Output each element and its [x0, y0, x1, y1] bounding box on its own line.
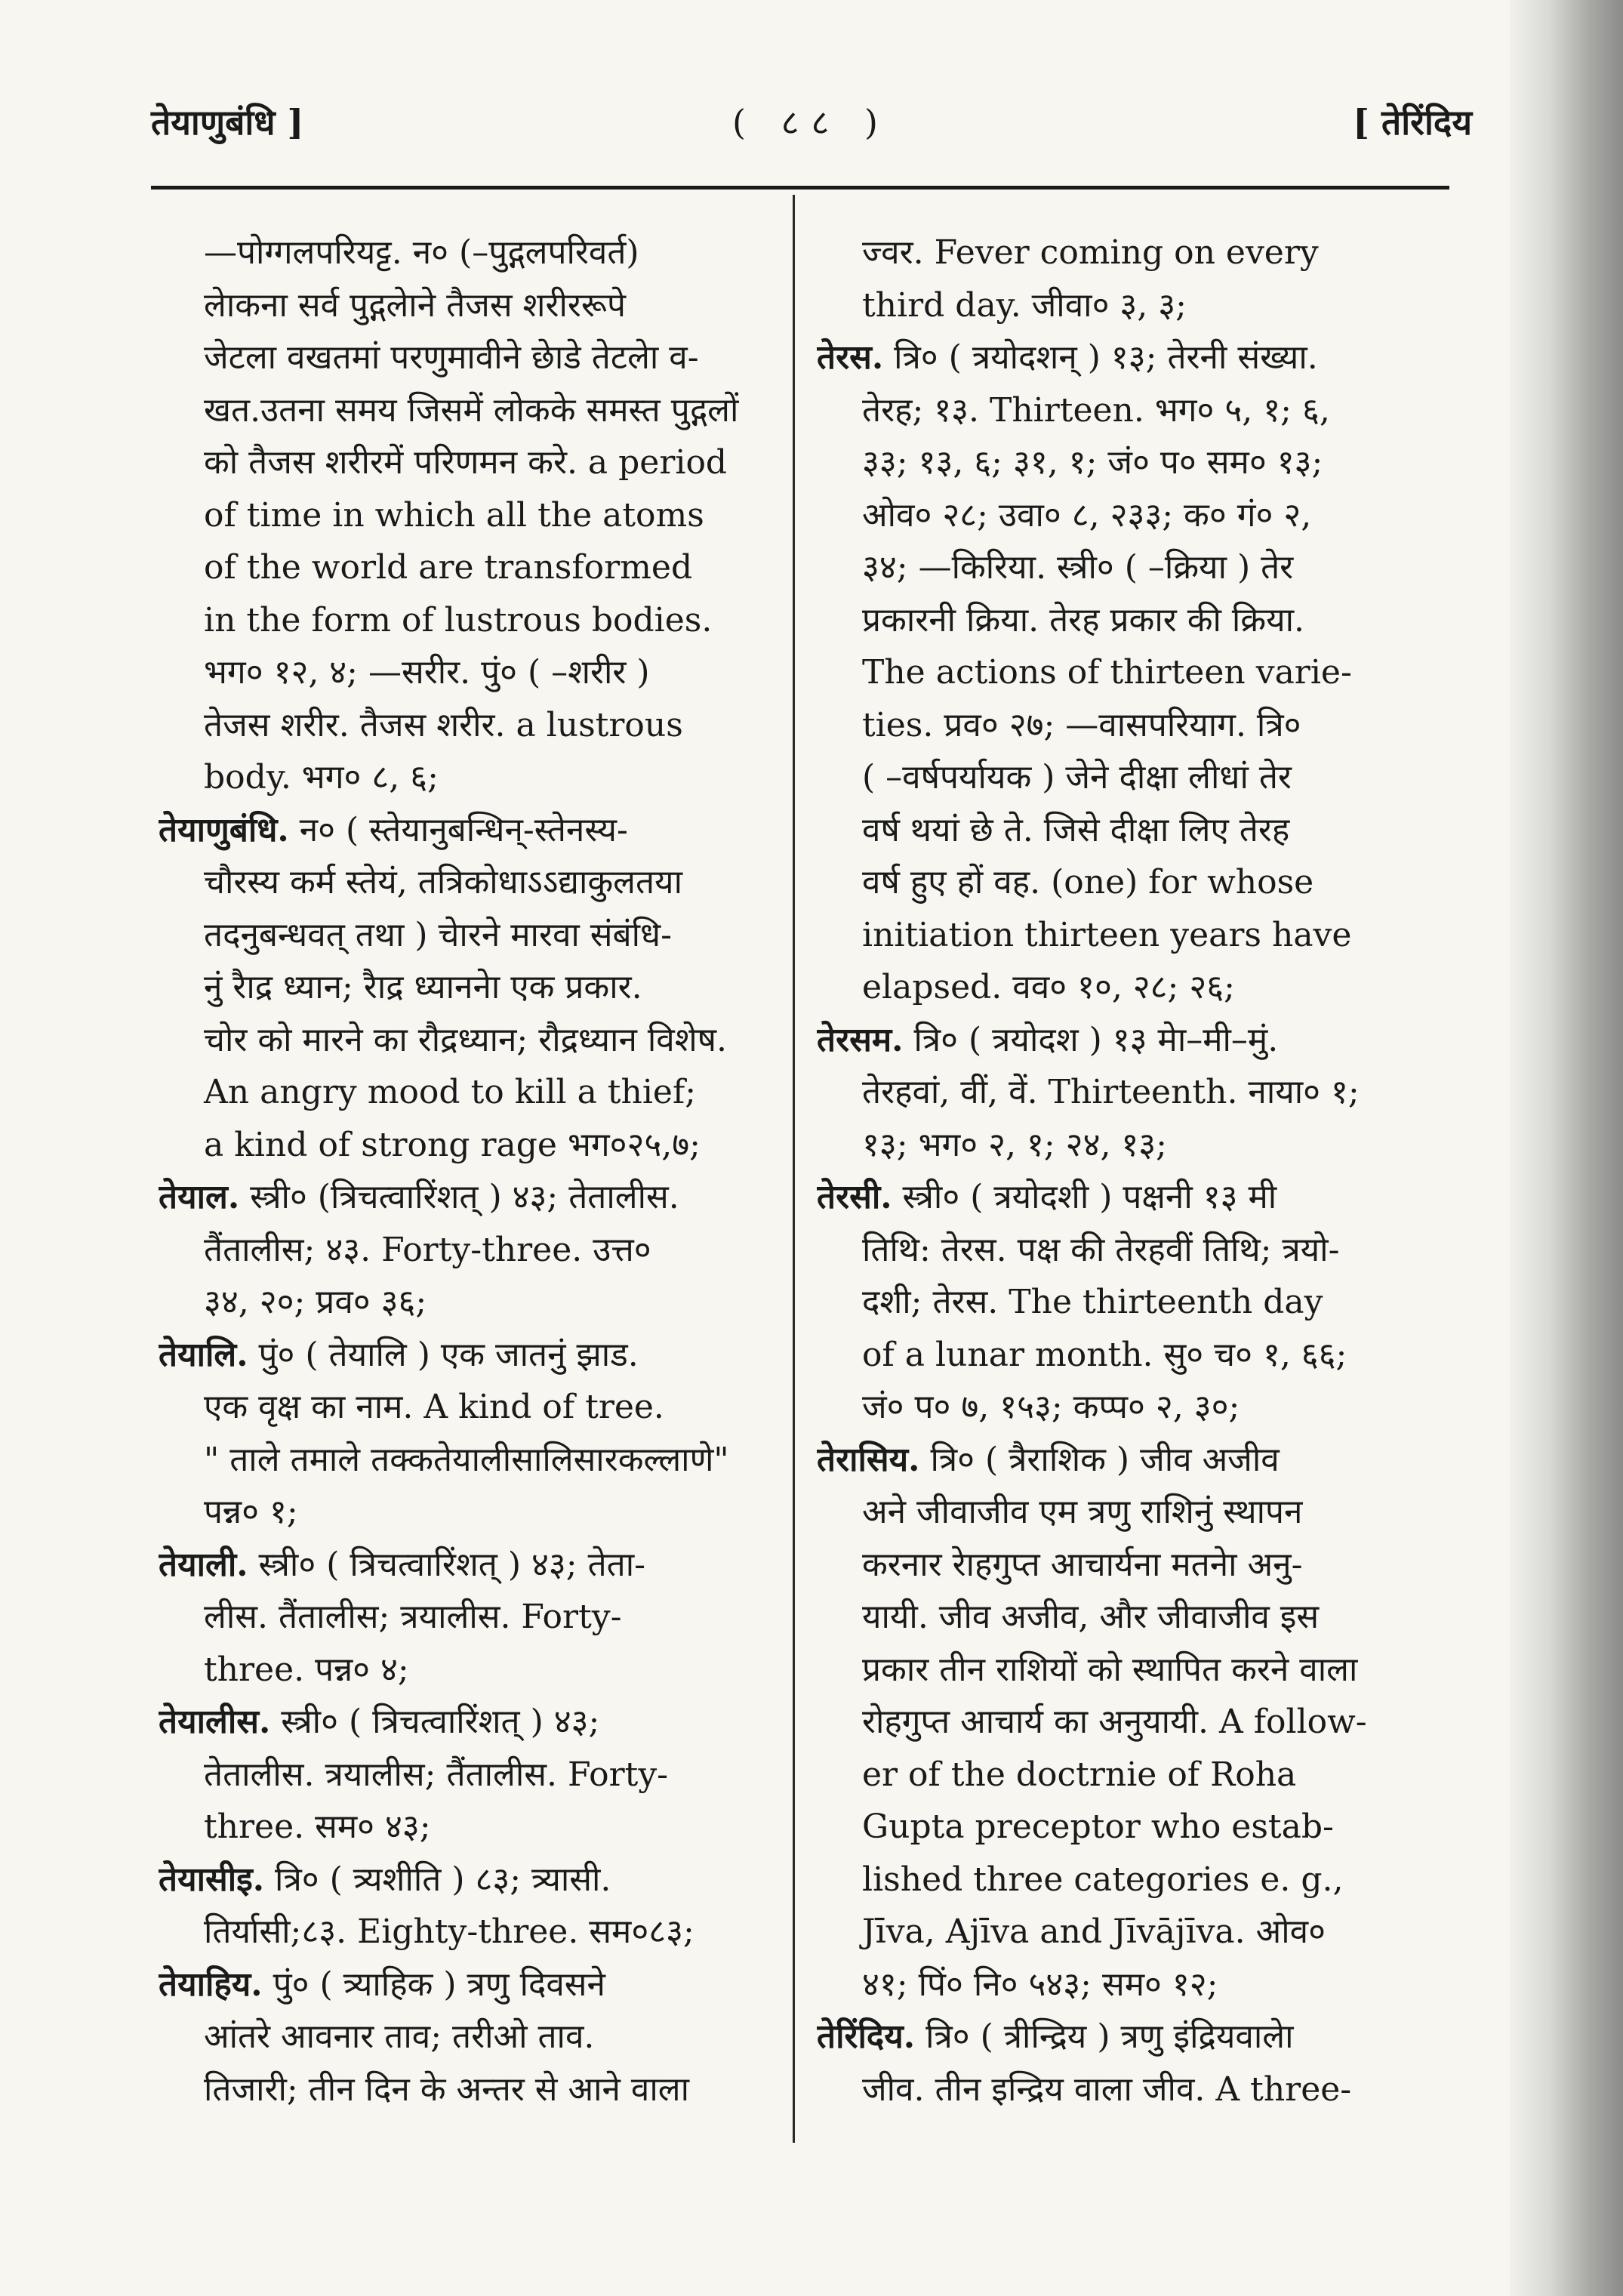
entry-line: ३४; —किरिया. स्त्री० ( –क्रिया ) तेर — [862, 548, 1294, 587]
entry-line: तदनुबन्धवत् तथा ) चेारने मारवा संबंधि- — [204, 915, 672, 954]
headword-line: तेरस. त्रि० ( त्रयोदशन् ) १३; तेरनी संख्या. — [817, 338, 1318, 377]
entry-line: " ताले तमाले तक्कतेयालीसालिसारकल्लाणे" — [204, 1440, 729, 1479]
entry-line: initiation thirteen years have — [862, 915, 1352, 954]
entry-line: —पोग्गलपरियट्ट. न० (–पुद्गलपरिवर्त) — [204, 233, 639, 272]
headword: तेयालीस. — [159, 1703, 271, 1741]
headword-line: तेयाली. स्त्री० ( त्रिचत्वारिंशत् ) ४३; तेता- — [159, 1545, 646, 1584]
entry-line: ties. प्रव० २७; —वासपरियाग. त्रि० — [862, 705, 1301, 744]
entry-line: er of the doctrnie of Roha — [862, 1755, 1297, 1794]
headword: तेरसी. — [817, 1178, 892, 1216]
entry-line: वर्ष थयां छे ते. जिसे दीक्षा लिए तेरह — [862, 810, 1290, 849]
entry-line: एक वृक्ष का नाम. A kind of tree. — [204, 1388, 664, 1426]
header-left-guideword: तेयाणुबंधि ] — [151, 102, 304, 143]
headword: तेरिंदिय. — [817, 2017, 916, 2056]
entry-line: रोहगुप्त आचार्य का अनुयायी. A follow- — [862, 1703, 1367, 1741]
headword: तेरसम. — [817, 1020, 904, 1059]
entry-line: चोर को मारने का रौद्रध्यान; रौद्रध्यान विशेष. — [204, 1020, 728, 1059]
headword: तेयाणुबंधि. — [159, 810, 289, 849]
entry-line: ३३; १३, ६; ३१, १; जं० प० सम० १३; — [862, 443, 1323, 482]
headword-line: तेयाल. स्त्री० (त्रिचत्वारिंशत् ) ४३; तेतालीस. — [159, 1178, 679, 1216]
entry-line: of time in which all the atoms — [204, 495, 704, 535]
entry-line: ज्वर. Fever coming on every — [862, 233, 1319, 272]
entry-line: चौरस्य कर्म स्तेयं, तत्रिकोधाऽऽद्याकुलतया — [204, 863, 682, 901]
header-right-guideword: [ तेरिंदिय — [1353, 102, 1472, 143]
entry-line: जीव. तीन इन्द्रिय वाला जीव. A three- — [862, 2069, 1352, 2109]
page-gutter-shadow — [1510, 0, 1623, 2296]
headword: तेरस. — [817, 338, 884, 377]
headword-line: तेरिंदिय. त्रि० ( त्रीन्द्रिय ) त्रणु इंद्रियवालेा — [817, 2017, 1294, 2056]
entry-line: ३४, २०; प्रव० ३६; — [204, 1283, 427, 1321]
entry-line: third day. जीवा० ३, ३; — [862, 285, 1187, 325]
entry-line: ( –वर्षपर्यायक ) जेने दीक्षा लीधां तेर — [862, 758, 1292, 797]
entry-line: जं० प० ७, १५३; कप्प० २, ३०; — [862, 1388, 1240, 1426]
header-rule — [151, 186, 1449, 190]
entry-line: Gupta preceptor who estab- — [862, 1808, 1334, 1846]
page-number: ( ८८ ) — [732, 102, 890, 143]
entry-line: प्रकारनी क्रिया. तेरह प्रकार की क्रिया. — [862, 600, 1304, 639]
entry-line: in the form of lustrous bodies. — [204, 600, 713, 639]
entry-line: दशी; तेरस. The thirteenth day — [862, 1283, 1323, 1321]
entry-line: Jīva, Ajīva and Jīvājīva. ओव० — [862, 1912, 1326, 1951]
entry-line: तिर्यासी;८३. Eighty-three. सम०८३; — [204, 1912, 694, 1951]
entry-line: body. भग० ८, ६; — [204, 758, 439, 797]
entry-line: तिथि: तेरस. पक्ष की तेरहवीं तिथि; त्रयो- — [862, 1230, 1340, 1269]
right-column — [817, 227, 1451, 2265]
headword-line: तेयाणुबंधि. न० ( स्तेयानुबन्धिन्-स्तेनस्य- — [159, 810, 628, 849]
page-header — [151, 98, 1472, 159]
headword-line: तेरसी. स्त्री० ( त्रयोदशी ) पक्षनी १३ मी — [817, 1178, 1277, 1216]
entry-line: जेटला वखतमां परणुमावीने छेाडे तेटलेा व- — [204, 338, 699, 377]
entry-line: यायी. जीव अजीव, और जीवाजीव इस — [862, 1598, 1320, 1636]
entry-line: भग० १२, ४; —सरीर. पुं० ( –शरीर ) — [204, 653, 650, 692]
headword-line: तेरासिय. त्रि० ( त्रैराशिक ) जीव अजीव — [817, 1440, 1280, 1479]
headword-line: तेयालीस. स्त्री० ( त्रिचत्वारिंशत् ) ४३; — [159, 1703, 600, 1741]
entry-line: अने जीवाजीव एम त्रणु राशिनुं स्थापन — [862, 1493, 1303, 1531]
entry-line: a kind of strong rage भग०२५,७; — [204, 1125, 701, 1164]
headword-line: तेरसम. त्रि० ( त्रयोदश ) १३ मेा–मी–मुं. — [817, 1020, 1279, 1059]
entry-line: ओव० २८; उवा० ८, २३३; क० गं० २, — [862, 495, 1312, 535]
entry-line: लीस. तैंतालीस; त्रयालीस. Forty- — [204, 1598, 622, 1636]
entry-line: आंतरे आवनार ताव; तरीओ ताव. — [204, 2017, 595, 2056]
column-divider — [793, 195, 795, 2143]
entry-line: नुं रैाद्र ध्यान; रैाद्र ध्याननेा एक प्रकार. — [204, 968, 642, 1006]
headword: तेयाल. — [159, 1178, 240, 1216]
entry-line: पन्न० १; — [204, 1493, 298, 1531]
entry-line: खत.उतना समय जिसमें लोकके समस्त पुद्गलों — [204, 390, 739, 430]
headword: तेयाली. — [159, 1545, 248, 1584]
entry-line: करनार रेाहगुप्त आचार्यना मतनेा अनु- — [862, 1545, 1303, 1584]
entry-line: तेरहवां, वीं, वें. Thirteenth. नाया० १; — [862, 1073, 1360, 1111]
entry-line: तिजारी; तीन दिन के अन्तर से आने वाला — [204, 2069, 689, 2109]
headword: तेयालि. — [159, 1335, 248, 1374]
headword-line: तेयाहिय. पुं० ( त्र्याहिक ) त्रणु दिवसने — [159, 1965, 605, 2004]
entry-line: प्रकार तीन राशियों को स्थापित करने वाला — [862, 1650, 1358, 1689]
entry-line: को तैजस शरीरमें परिणमन करे. a period — [204, 443, 728, 482]
entry-line: ४१; पिं० नि० ५४३; सम० १२; — [862, 1965, 1218, 2004]
entry-line: lished three categories e. g., — [862, 1860, 1344, 1899]
entry-line: of the world are transformed — [204, 548, 693, 587]
entry-line: तैंतालीस; ४३. Forty-three. उत्त० — [204, 1230, 651, 1269]
headword-line: तेयासीइ. त्रि० ( त्र्यशीति ) ८३; त्र्यासी. — [159, 1860, 611, 1899]
headword: तेयासीइ. — [159, 1860, 265, 1899]
entry-line: १३; भग० २, १; २४, १३; — [862, 1125, 1168, 1164]
headword: तेरासिय. — [817, 1440, 920, 1479]
headword-line: तेयालि. पुं० ( तेयालि ) एक जातनुं झाड. — [159, 1335, 639, 1374]
entry-line: of a lunar month. सु० च० १, ६६; — [862, 1335, 1347, 1374]
headword: तेयाहिय. — [159, 1965, 263, 2004]
entry-line: three. सम० ४३; — [204, 1808, 431, 1846]
entry-line: The actions of thirteen varie- — [862, 653, 1352, 692]
entry-line: three. पन्न० ४; — [204, 1650, 409, 1689]
entry-line: तेतालीस. त्रयालीस; तैंतालीस. Forty- — [204, 1755, 669, 1794]
entry-line: लेाकना सर्व पुद्गलेाने तैजस शरीररूपे — [204, 285, 627, 325]
entry-line: वर्ष हुए हों वह. (one) for whose — [862, 863, 1314, 901]
entry-line: तेरह; १३. Thirteen. भग० ५, १; ६, — [862, 390, 1330, 430]
entry-line: elapsed. वव० १०, २८; २६; — [862, 968, 1235, 1006]
entry-line: तेजस शरीर. तैजस शरीर. a lustrous — [204, 705, 683, 744]
entry-line: An angry mood to kill a thief; — [204, 1073, 697, 1111]
left-column — [159, 227, 778, 2265]
